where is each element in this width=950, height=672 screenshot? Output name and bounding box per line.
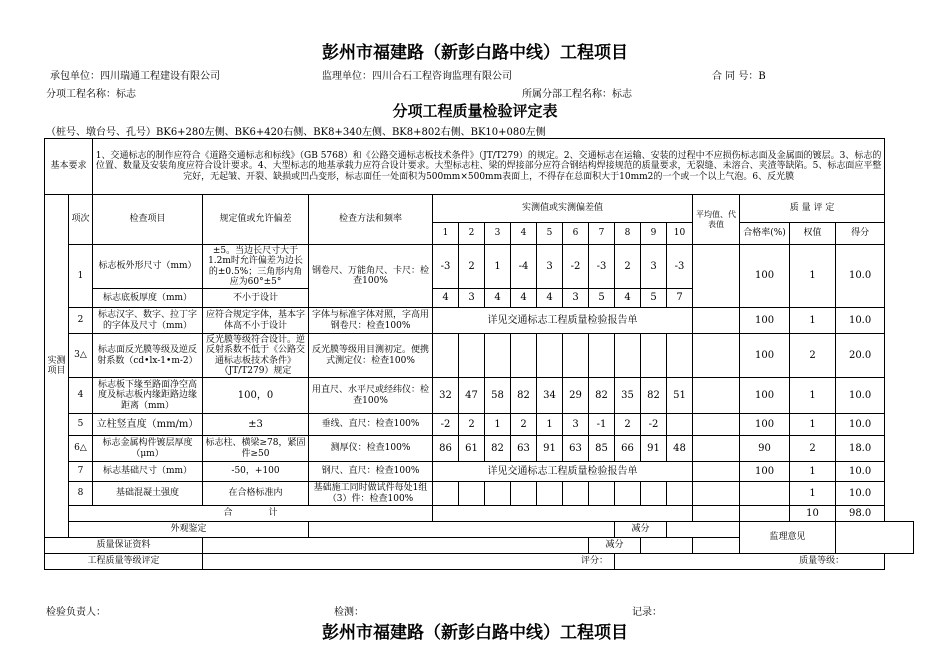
col-item-no: 项次 [69,195,93,245]
measured-value: 35 [615,378,641,414]
pass-rate: 100 [740,245,790,308]
measured-value: 61 [459,436,485,462]
basic-requirements-text: 1、交通标志的制作应符合《道路交通标志和标线》（GB 5768）和《公路交通标志板技术条件》（JT/T279）的规定。2、交通标志在运输、安装的过程中不应损伤标志面及金属面的镀层。3、标志的位置、数量及安装角度应符合设计要求。4、大型标志的地基承载力应符合设计要求。大型标志柱、梁的焊接部分应符合钢结构焊接规范的质量要求，无裂缝、未溶合、夹渣等缺陷。5、标志面应平整完好，无起皱、开裂、缺损或凹凸变形，标志面任一处面积为500mm×500mm表面上，不得存在总面积大于10mm2的一个或一个以上气泡。6、反光膜 [93,139,885,195]
score: 10.0 [836,308,885,334]
row-method: 钢卷尺、万能角尺、卡尺：检查100% [309,245,433,308]
appearance-label: 外观鉴定 [69,522,309,538]
weight: 1 [790,462,836,482]
measured-value: 1 [485,245,511,289]
page-title-repeat: 彭州市福建路（新彭白路中线）工程项目 [322,623,628,643]
row-method: 垂线、直尺：检查100% [309,414,433,436]
row-spec: 100，0 [203,378,309,414]
row-method: 钢尺、直尺：检查100% [309,462,433,482]
measured-value: 3 [537,245,563,289]
measured-items-label: 实测项目 [45,195,69,538]
division-name: 所属分部工程名称：标志 [522,89,632,100]
col-item: 检查项目 [93,195,203,245]
row-item: 标志基础尺寸（mm） [93,462,203,482]
pass-rate: 100 [740,378,790,414]
row-spec: 不小于设计 [203,289,309,308]
row-item: 标志板下缘至路面净空高度及标志板内缘距路边缘距离（mm） [93,378,203,414]
score: 10.0 [836,462,885,482]
quality-grade-label: 质量等级： [615,554,885,570]
row-spec: 反光膜等级符合设计。逆反射系数不低于《公路交通标志板技术条件》（JT/T279）规定 [203,334,309,378]
score: 10.0 [836,245,885,308]
col-idx: 3 [485,223,511,245]
weight: 2 [790,334,836,378]
measured-value: 51 [667,378,693,414]
measured-value: 86 [433,436,459,462]
col-spec: 规定值或允许偏差 [203,195,309,245]
measured-value: 5 [641,289,667,308]
measured-value: -3 [589,245,615,289]
score: 10.0 [836,378,885,414]
measured-value: -4 [511,245,537,289]
measured-value: -2 [641,414,667,436]
weight: 2 [790,436,836,462]
measured-value: 32 [433,378,459,414]
page-title: 彭州市福建路（新彭白路中线）工程项目 [322,43,628,63]
report-note: 详见交通标志工程质量检验报告单 [433,462,693,482]
row-item: 标志底板厚度（mm） [93,289,203,308]
col-weight: 权值 [790,223,836,245]
pass-rate [740,482,790,506]
inspection-table [44,138,914,570]
row-method: 测厚仪：检查100% [309,436,433,462]
measured-value [667,414,693,436]
score: 20.0 [836,334,885,378]
measured-value: 4 [485,289,511,308]
measured-value: 85 [589,436,615,462]
col-average: 平均值、代表值 [693,195,740,245]
measured-value: 91 [641,436,667,462]
row-spec: 标志柱、横梁≥78，紧固件≥50 [203,436,309,462]
form-title: 分项工程质量检验评定表 [392,102,558,120]
col-idx: 10 [667,223,693,245]
supervision-label: 监理意见 [740,522,836,554]
pass-rate: 100 [740,414,790,436]
measured-value: 47 [459,378,485,414]
measured-value: 48 [667,436,693,462]
measured-value: -2 [433,414,459,436]
score: 18.0 [836,436,885,462]
measured-value: 4 [615,289,641,308]
row-method: 用直尺、水平尺或经纬仪：检查100% [309,378,433,414]
measured-value: -2 [563,245,589,289]
row-item: 标志金属构件镀层厚度（μm） [93,436,203,462]
measured-value: 2 [459,245,485,289]
row-spec: 应符合规定字体，基本字体高不小于设计 [203,308,309,334]
measured-value: 82 [485,436,511,462]
row-no: 7 [69,462,93,482]
stake-numbers: （桩号、墩台号、孔号）BK6+280左侧、BK6+420右侧、BK8+340左侧、BK8+802右侧、BK10+080左侧 [46,127,546,138]
score: 10.0 [836,482,885,506]
row-spec: ±5。当边长尺寸大于1.2m时允许偏差为边长的±0.5%；三角形内角应为60°±5° [203,245,309,289]
pass-rate: 100 [740,334,790,378]
recorder-signature: 记录： [632,607,662,618]
measured-value: 4 [537,289,563,308]
measured-value: 58 [485,378,511,414]
measured-value: -3 [433,245,459,289]
measured-value: 63 [511,436,537,462]
row-item: 立柱竖直度（mm/m） [93,414,203,436]
supervisor: 监理单位：四川合石工程咨询监理有限公司 [322,71,512,82]
row-item: 标志板外形尺寸（mm） [93,245,203,289]
measured-value: 2 [615,245,641,289]
inspector-signature: 检验负责人： [46,607,106,618]
row-method: 反光膜等级用目测初定。便携式测定仪：检查100% [309,334,433,378]
row-spec: ±3 [203,414,309,436]
contractor: 承包单位：四川瑞通工程建设有限公司 [50,71,220,82]
measured-value: 2 [459,414,485,436]
col-score: 得分 [836,223,885,245]
report-note: 详见交通标志工程质量检验报告单 [433,308,693,334]
row-spec: -50，+100 [203,462,309,482]
row-no: 4 [69,378,93,414]
measured-value: 3 [459,289,485,308]
total-score: 98.0 [836,506,885,522]
measured-value: -1 [589,414,615,436]
col-idx: 6 [563,223,589,245]
measured-value: 82 [589,378,615,414]
measured-value: 1 [537,414,563,436]
pass-rate: 90 [740,436,790,462]
col-idx: 9 [641,223,667,245]
row-no: 1 [69,245,93,308]
measured-value: 4 [433,289,459,308]
measured-value: 82 [511,378,537,414]
col-idx: 7 [589,223,615,245]
measured-value: 4 [511,289,537,308]
measured-value: 82 [641,378,667,414]
measured-value: 91 [537,436,563,462]
measured-value: 3 [563,289,589,308]
col-idx: 5 [537,223,563,245]
row-no: 5 [69,414,93,436]
col-idx: 1 [433,223,459,245]
col-idx: 2 [459,223,485,245]
weight: 1 [790,245,836,308]
pass-rate: 100 [740,308,790,334]
row-spec: 在合格标准内 [203,482,309,506]
row-method: 字体与标准字体对照，字高用钢卷尺：检查100% [309,308,433,334]
total-label: 合 计 [69,506,433,522]
measured-value: 63 [563,436,589,462]
deduct-label: 减分 [589,538,641,554]
measured-value: 5 [589,289,615,308]
row-no: 8 [69,482,93,506]
measured-value: 1 [485,414,511,436]
weight: 1 [790,308,836,334]
grade-label: 工程质量等级评定 [45,554,203,570]
pass-rate: 100 [740,462,790,482]
col-measured: 实测值或实测偏差值 [433,195,693,223]
measured-value: -3 [667,245,693,289]
col-idx: 4 [511,223,537,245]
measured-value: 2 [615,414,641,436]
row-item: 标志汉字、数字、拉丁字的字体及尺寸（mm） [93,308,203,334]
measured-value: 66 [615,436,641,462]
measured-value: 7 [667,289,693,308]
measured-value: 2 [511,414,537,436]
deduct-label: 减分 [615,522,667,538]
measured-value: 3 [641,245,667,289]
row-item: 基础混凝土强度 [93,482,203,506]
rating-label: 评分： [203,554,615,570]
measured-value: 3 [563,414,589,436]
measured-value: 29 [563,378,589,414]
weight: 1 [790,414,836,436]
row-item: 标志面反光膜等级及逆反射系数（cd•lx-1•m-2） [93,334,203,378]
row-no: 6△ [69,436,93,462]
score: 10.0 [836,414,885,436]
weight: 1 [790,378,836,414]
col-quality: 质 量 评 定 [740,195,885,223]
measured-value: 34 [537,378,563,414]
quality-docs-label: 质量保证资料 [45,538,203,554]
col-method: 检查方法和频率 [309,195,433,245]
row-no: 3△ [69,334,93,378]
row-no: 2 [69,308,93,334]
col-idx: 8 [615,223,641,245]
contract-no: 合 同 号：B [712,71,766,82]
col-pass-rate: 合格率(%) [740,223,790,245]
total-weight: 10 [790,506,836,522]
weight: 1 [790,482,836,506]
sub-item-name: 分项工程名称：标志 [46,89,136,100]
row-method: 基础施工同时做试件每处1组（3）件：检查100% [309,482,433,506]
basic-requirements-label: 基本要求 [45,139,93,195]
detection-signature: 检测： [334,607,364,618]
